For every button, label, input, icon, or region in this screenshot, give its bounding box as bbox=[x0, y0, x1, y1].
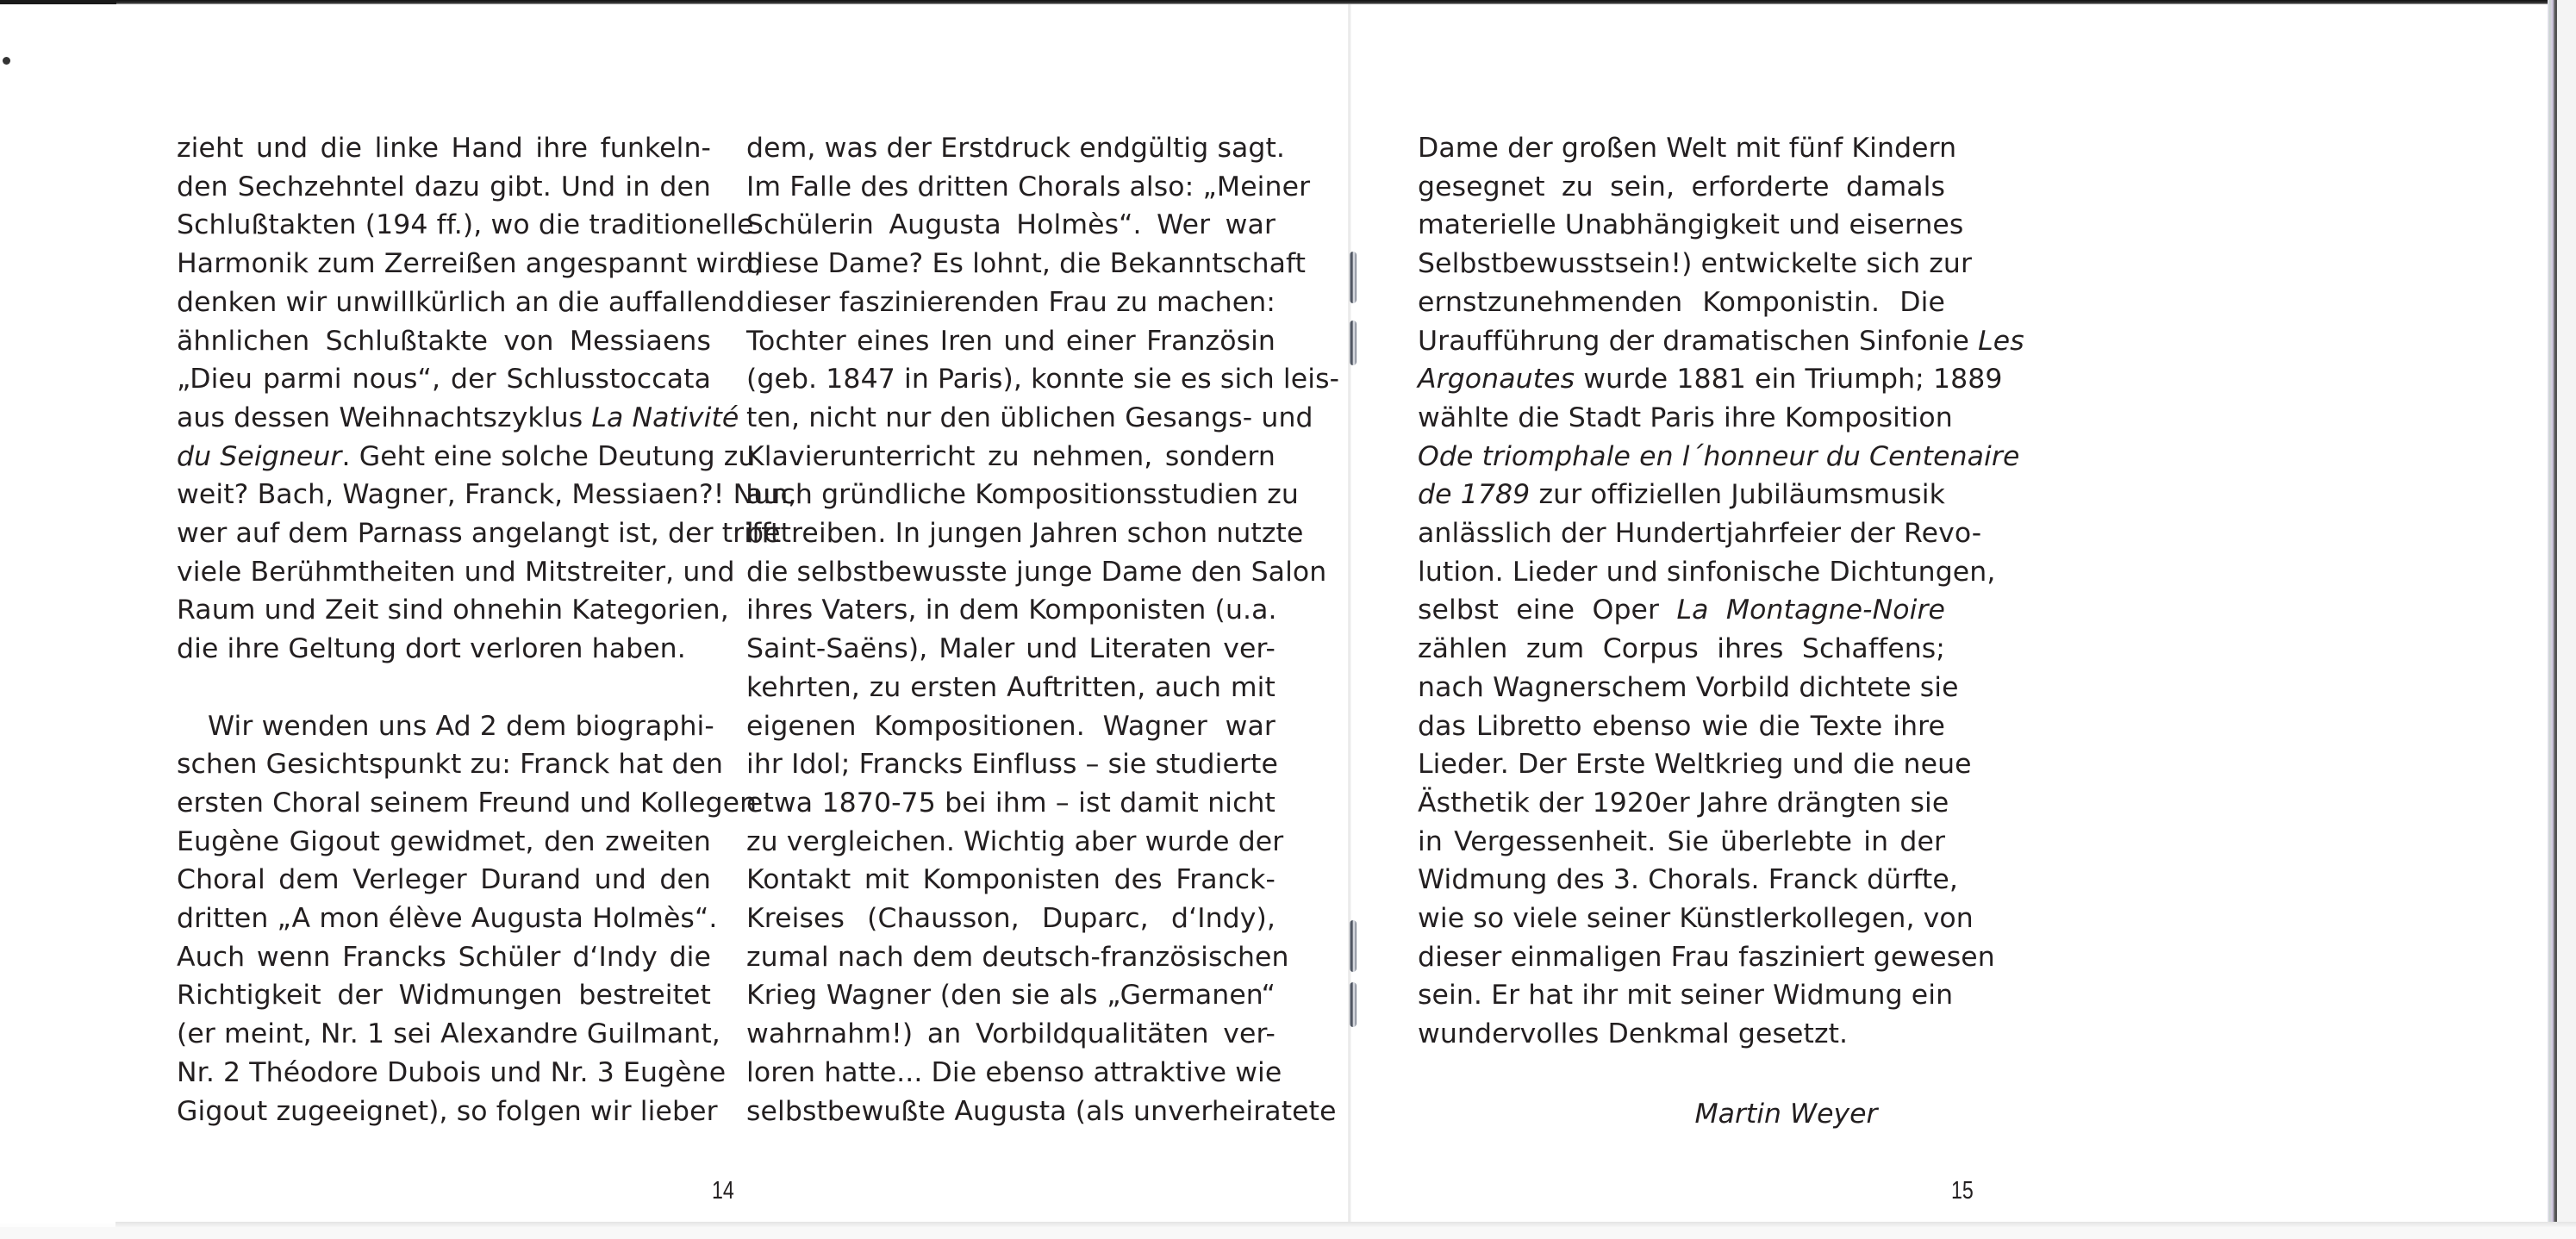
text-line: die selbstbewusste junge Dame den Salon bbox=[746, 556, 1327, 588]
text-line: Harmonik zum Zerreißen angespannt wird, bbox=[177, 248, 763, 280]
text-run: zur offiziellen Jubiläumsmusik bbox=[1530, 479, 1945, 511]
text-line: dem, was der Erstdruck endgültig sagt. bbox=[746, 133, 1286, 164]
text-line: zählen zum Corpus ihres Schaffens; bbox=[1418, 633, 1945, 665]
text-line: Choral dem Verleger Durand und den bbox=[177, 864, 711, 896]
text-line: viele Berühmtheiten und Mitstreiter, und bbox=[177, 556, 735, 588]
work-title-italic: Argonautes bbox=[1418, 364, 1575, 395]
text-line: weit? Bach, Wagner, Franck, Messiaen?! Nun, bbox=[177, 479, 797, 511]
page-15-column-1 bbox=[1418, 129, 2024, 1054]
text-line: schen Gesichtspunkt zu: Franck hat den bbox=[177, 749, 724, 781]
text-line bbox=[1418, 591, 1945, 630]
scan-bottom-background bbox=[0, 1227, 2576, 1239]
page-number-15: 15 bbox=[1951, 1177, 1974, 1205]
page-number-14: 14 bbox=[712, 1177, 734, 1205]
text-line: loren hatte... Die ebenso attraktive wie bbox=[746, 1056, 1282, 1088]
text-line: wer auf dem Parnass angelangt ist, der trifft bbox=[177, 518, 782, 550]
text-line: Kontakt mit Komponisten des Franck- bbox=[746, 864, 1276, 896]
text-line: Tochter eines Iren und einer Französin bbox=[746, 325, 1276, 357]
text-run: aus dessen Weihnachtszyklus bbox=[177, 402, 592, 433]
text-line: sein. Er hat ihr mit seiner Widmung ein bbox=[1418, 980, 1954, 1012]
text-line: ernstzunehmenden Komponistin. Die bbox=[1418, 286, 1945, 318]
text-line: Raum und Zeit sind ohnehin Kategorien, bbox=[177, 595, 729, 626]
text-line: Saint-Saëns), Maler und Literaten ver- bbox=[746, 633, 1276, 665]
text-line: Auch wenn Francks Schüler d‘Indy die bbox=[177, 941, 711, 973]
work-title-italic: Les bbox=[1978, 325, 2024, 357]
text-line bbox=[177, 438, 756, 476]
text-line: ähnlichen Schlußtakte von Messiaens bbox=[177, 325, 711, 357]
text-line: selbstbewußte Augusta (als unverheiratete bbox=[746, 1095, 1337, 1127]
text-line: etwa 1870-75 bei ihm – ist damit nicht bbox=[746, 787, 1276, 819]
staple-top-lower bbox=[1350, 321, 1357, 365]
work-title-italic: La Nativité bbox=[591, 402, 739, 433]
staple-top bbox=[1350, 252, 1357, 303]
scan-speck bbox=[3, 57, 10, 65]
text-line: ten, nicht nur den üblichen Gesangs- und bbox=[746, 402, 1313, 433]
text-run: selbst eine Oper bbox=[1418, 595, 1677, 626]
text-line: dieser faszinierenden Frau zu machen: bbox=[746, 286, 1276, 318]
text-line: „Dieu parmi nous“, der Schlusstoccata bbox=[177, 364, 711, 395]
staple-bottom bbox=[1350, 920, 1357, 972]
text-line: (geb. 1847 in Paris), konnte sie es sich leis- bbox=[746, 364, 1340, 395]
text-run: . Geht eine solche Deutung zu bbox=[341, 440, 756, 472]
text-line bbox=[1418, 360, 2003, 399]
work-title-italic-line: Ode triomphale en l´honneur du Centenaire bbox=[1418, 440, 2020, 472]
text-line: wundervolles Denkmal gesetzt. bbox=[1418, 1018, 1849, 1050]
page-14-column-1 bbox=[177, 129, 797, 1130]
text-line: lution. Lieder und sinfonische Dichtungen, bbox=[1418, 556, 1996, 588]
text-line: Klavierunterricht zu nehmen, sondern bbox=[746, 440, 1276, 472]
text-line: Richtigkeit der Widmungen bestreitet bbox=[177, 980, 711, 1012]
staple-bottom-lower bbox=[1350, 982, 1357, 1027]
text-line: gesegnet zu sein, erforderte damals bbox=[1418, 171, 1945, 202]
text-line: nach Wagnerschem Vorbild dichtete sie bbox=[1418, 671, 1959, 703]
text-line: wie so viele seiner Künstlerkollegen, von bbox=[1418, 903, 1974, 935]
text-line: den Sechzehntel dazu gibt. Und in den bbox=[177, 171, 711, 202]
text-line: ihres Vaters, in dem Komponisten (u.a. bbox=[746, 595, 1277, 626]
text-line: zu vergleichen. Wichtig aber wurde der bbox=[746, 825, 1284, 857]
booklet-right-edge bbox=[2548, 0, 2554, 1223]
text-line: auch gründliche Kompositionsstudien zu bbox=[746, 479, 1299, 511]
scan-background bbox=[2557, 0, 2576, 1239]
author-signature: Martin Weyer bbox=[1694, 1099, 1878, 1130]
text-line: (er meint, Nr. 1 sei Alexandre Guilmant, bbox=[177, 1018, 720, 1050]
paragraph-gap bbox=[177, 669, 711, 707]
text-line: Kreises (Chausson, Duparc, d‘Indy), bbox=[746, 903, 1276, 935]
text-line: Eugène Gigout gewidmet, den zweiten bbox=[177, 825, 711, 857]
text-line: Selbstbewusstsein!) entwickelte sich zur bbox=[1418, 248, 1973, 280]
text-line: ihr Idol; Francks Einfluss – sie studierte bbox=[746, 749, 1278, 781]
work-title-italic: La Montagne-Noire bbox=[1676, 595, 1945, 626]
text-line: Widmung des 3. Chorals. Franck dürfte, bbox=[1418, 864, 1958, 896]
text-line: Schlußtakten (194 ff.), wo die traditionelle bbox=[177, 209, 754, 241]
booklet-gutter bbox=[1348, 4, 1351, 1223]
text-line: wahrnahm!) an Vorbildqualitäten ver- bbox=[746, 1018, 1276, 1050]
text-line: dieser einmaligen Frau fasziniert gewesen bbox=[1418, 941, 1995, 973]
work-title-italic: du Seigneur bbox=[177, 440, 342, 472]
text-line: die ihre Geltung dort verloren haben. bbox=[177, 633, 686, 665]
text-line: Gigout zugeeignet), so folgen wir lieber bbox=[177, 1095, 718, 1127]
work-title-italic: de 1789 bbox=[1418, 479, 1531, 511]
text-run: wurde 1881 ein Triumph; 1889 bbox=[1575, 364, 2003, 395]
text-line: Lieder. Der Erste Weltkrieg und die neue bbox=[1418, 749, 1972, 781]
text-line: wählte die Stadt Paris ihre Komposition bbox=[1418, 402, 1953, 433]
text-line: ersten Choral seinem Freund und Kollegen bbox=[177, 787, 758, 819]
text-line: Krieg Wagner (den sie als „Germanen“ bbox=[746, 980, 1276, 1012]
text-line: kehrten, zu ersten Auftritten, auch mit bbox=[746, 671, 1276, 703]
page-14-column-2 bbox=[746, 129, 1340, 1130]
text-line bbox=[177, 399, 739, 438]
text-line: das Libretto ebenso wie die Texte ihre bbox=[1418, 710, 1945, 742]
text-line bbox=[1418, 476, 1945, 514]
text-line: Wir wenden uns Ad 2 dem biographi- bbox=[208, 710, 714, 742]
text-line bbox=[1418, 322, 2024, 361]
text-line: betreiben. In jungen Jahren schon nutzte bbox=[746, 518, 1304, 550]
text-line: zumal nach dem deutsch-französischen bbox=[746, 941, 1289, 973]
text-line: in Vergessenheit. Sie überlebte in der bbox=[1418, 825, 1945, 857]
text-line: Schülerin Augusta Holmès“. Wer war bbox=[746, 209, 1276, 241]
text-line: eigenen Kompositionen. Wagner war bbox=[746, 710, 1276, 742]
text-line: Im Falle des dritten Chorals also: „Meiner bbox=[746, 171, 1311, 202]
text-line: anlässlich der Hundertjahrfeier der Revo- bbox=[1418, 518, 1982, 550]
text-line: diese Dame? Es lohnt, die Bekanntschaft bbox=[746, 248, 1307, 280]
text-line: dritten „A mon élève Augusta Holmès“. bbox=[177, 903, 718, 935]
text-line: Dame der großen Welt mit fünf Kindern bbox=[1418, 133, 1957, 164]
text-run: Uraufführung der dramatischen Sinfonie bbox=[1418, 325, 1979, 357]
text-line: zieht und die linke Hand ihre funkeln- bbox=[177, 133, 711, 164]
text-line: materielle Unabhängigkeit und eisernes bbox=[1418, 209, 1964, 241]
text-line: Ästhetik der 1920er Jahre drängten sie bbox=[1418, 787, 1949, 819]
text-line: denken wir unwillkürlich an die auffallend bbox=[177, 286, 745, 318]
text-line: Nr. 2 Théodore Dubois und Nr. 3 Eugène bbox=[177, 1056, 727, 1088]
